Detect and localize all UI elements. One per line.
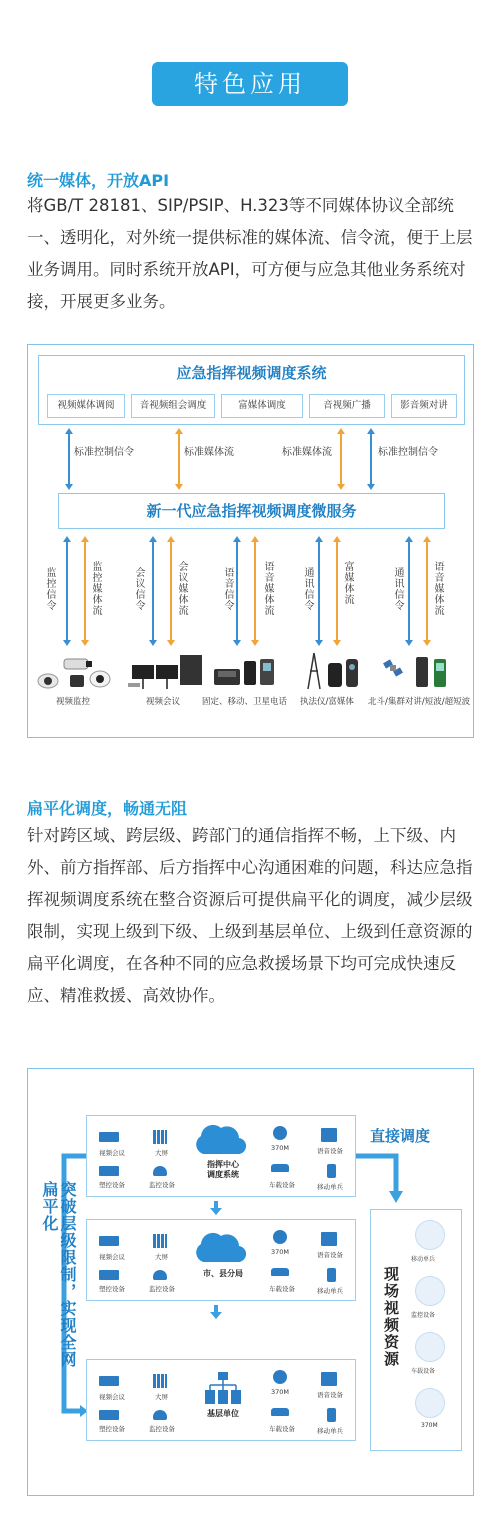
level-item-label: 车载设备 xyxy=(269,1285,295,1293)
level-item-label: 监控设备 xyxy=(149,1285,175,1293)
microservice-box: 新一代应急指挥视频调度微服务 xyxy=(58,493,445,529)
video-conference-icon xyxy=(99,1236,119,1246)
onsite-resources-title: 现场视频资源 xyxy=(382,1266,400,1368)
lower-label: 富媒体流 xyxy=(342,561,353,605)
level-item-label: 370M xyxy=(271,1144,290,1152)
big-screen-icon xyxy=(153,1234,167,1248)
resource-label: 监控设备 xyxy=(411,1312,436,1319)
lower-label: 语音媒体流 xyxy=(262,561,273,616)
mobile-icon xyxy=(327,1268,336,1282)
mobile-unit-icon xyxy=(415,1220,445,1250)
level-item-label: 监控设备 xyxy=(149,1425,175,1433)
level-item-label: 监控设备 xyxy=(149,1181,175,1189)
section2-paragraph: 针对跨区域、跨层级、跨部门的通信指挥不畅，上下级、内外、前方指挥部、后方指挥中心沟通困难的问题，科达应急指挥视频调度系统在整合资源后可提供扁平化的调度，减少层级限制，实现上级到下级、上级到基层单位、上级到任意资源的扁平化调度，在各种不同的应急救援场景下均可完成快速反应、精准救援、高效协作。 xyxy=(27,826,473,1005)
module-box: 音视频组会调度 xyxy=(131,394,215,418)
lower-label: 语音信令 xyxy=(222,567,233,611)
vehicle-icon xyxy=(271,1164,289,1172)
arrow xyxy=(340,433,342,485)
satellite-radio-icon xyxy=(380,651,460,691)
upper-label: 标准媒体流 xyxy=(184,447,234,458)
lower-label: 语音媒体流 xyxy=(432,561,443,616)
control-device-icon xyxy=(99,1166,119,1176)
media-architecture-diagram xyxy=(27,344,474,738)
arrow xyxy=(318,541,320,641)
lower-label: 会议媒体流 xyxy=(176,561,187,616)
arrow xyxy=(370,433,372,485)
cloud-icon xyxy=(191,1230,247,1264)
level-item-label: 视频会议 xyxy=(99,1253,125,1261)
big-screen-icon xyxy=(153,1374,167,1388)
system-box xyxy=(38,355,465,425)
video-conference-icon xyxy=(99,1376,119,1386)
vehicle-icon xyxy=(415,1332,445,1362)
level-center-label: 市、县分局 xyxy=(203,1269,243,1278)
level-item-label: 视频会议 xyxy=(99,1393,125,1401)
level-center-label: 基层单位 xyxy=(207,1409,239,1418)
camera-icon xyxy=(153,1166,167,1176)
video-conference-icon xyxy=(126,651,206,691)
section-title-badge: 特色应用 xyxy=(152,62,348,106)
direct-dispatch-arrow xyxy=(354,1153,414,1205)
lower-label: 监控信令 xyxy=(44,567,55,611)
arrow xyxy=(254,541,256,641)
level-item-label: 车载设备 xyxy=(269,1425,295,1433)
lower-label: 通讯信令 xyxy=(302,567,313,611)
arrow xyxy=(152,541,154,641)
arrow xyxy=(426,541,428,641)
device-label: 北斗/集群对讲/短波/超短波 xyxy=(368,697,471,707)
control-device-icon xyxy=(99,1270,119,1280)
resource-label: 370M xyxy=(421,1422,438,1429)
system-title: 应急指挥视频调度系统 xyxy=(176,364,327,382)
upper-label: 标准媒体流 xyxy=(282,447,332,458)
down-arrow xyxy=(210,1305,222,1319)
vehicle-icon xyxy=(271,1408,289,1416)
arrow xyxy=(68,433,70,485)
arrow xyxy=(170,541,172,641)
cloud-icon xyxy=(191,1122,247,1156)
radio-370m-icon xyxy=(273,1126,287,1140)
arrow xyxy=(66,541,68,641)
level-item-label: 移动单兵 xyxy=(317,1183,343,1191)
mobile-icon xyxy=(327,1408,336,1422)
level-item-label: 370M xyxy=(271,1388,290,1396)
upper-label: 标准控制信令 xyxy=(74,447,134,458)
radio-370m-icon xyxy=(273,1370,287,1384)
level-item-label: 大屏 xyxy=(155,1253,168,1261)
voice-device-icon xyxy=(321,1128,337,1142)
camera-icon xyxy=(153,1270,167,1280)
section1-paragraph: 将GB/T 28181、SIP/PSIP、H.323等不同媒体协议全部统一、透明化，对外统一提供标准的媒体流、信令流，便于上层业务调用。同时系统开放API，可方便与应急其他业务系统对接，开展更多业务。 xyxy=(27,196,473,311)
down-arrow xyxy=(210,1201,222,1215)
device-label: 执法仪/富媒体 xyxy=(300,697,354,707)
arrow xyxy=(336,541,338,641)
vehicle-icon xyxy=(271,1268,289,1276)
voice-device-icon xyxy=(321,1232,337,1246)
section1-heading: 统一媒体，开放API xyxy=(27,171,170,190)
level-item-label: 塑控设备 xyxy=(99,1181,125,1189)
level-item-label: 移动单兵 xyxy=(317,1287,343,1295)
level-item-label: 语音设备 xyxy=(317,1147,343,1155)
level-grassroots xyxy=(86,1359,356,1441)
level-item-label: 语音设备 xyxy=(317,1251,343,1259)
device-label: 视频会议 xyxy=(146,697,181,707)
level-item-label: 370M xyxy=(271,1248,290,1256)
mobile-icon xyxy=(327,1164,336,1178)
control-device-icon xyxy=(99,1410,119,1420)
module-box: 视频媒体调阅 xyxy=(47,394,125,418)
lower-label: 会议信令 xyxy=(133,567,144,611)
side-label: 突破层级限制，实现全网扁平化 xyxy=(40,1181,77,1368)
lower-label: 通讯信令 xyxy=(392,567,403,611)
level-item-label: 塑控设备 xyxy=(99,1425,125,1433)
flat-dispatch-diagram xyxy=(27,1068,474,1496)
direct-dispatch-label: 直接调度 xyxy=(370,1127,431,1145)
level-command-center xyxy=(86,1115,356,1197)
device-label: 视频监控 xyxy=(56,697,91,707)
lower-label: 监控媒体流 xyxy=(90,561,101,616)
arrow xyxy=(178,433,180,485)
level-city-county xyxy=(86,1219,356,1301)
org-structure-icon xyxy=(205,1372,241,1404)
level-item-label: 车载设备 xyxy=(269,1181,295,1189)
arrow xyxy=(236,541,238,641)
telephones-icon xyxy=(210,651,284,691)
level-item-label: 塑控设备 xyxy=(99,1285,125,1293)
big-screen-icon xyxy=(153,1130,167,1144)
camera-icon xyxy=(153,1410,167,1420)
resource-label: 移动单兵 xyxy=(411,1256,436,1263)
module-box: 影音频对讲 xyxy=(391,394,457,418)
upper-label: 标准控制信令 xyxy=(378,447,438,458)
cctv-cameras-icon xyxy=(34,651,120,691)
voice-device-icon xyxy=(321,1372,337,1386)
level-center-label: 指挥中心 调度系统 xyxy=(207,1160,239,1179)
device-label: 固定、移动、卫星电话 xyxy=(202,697,288,707)
section2-heading: 扁平化调度，畅通无阻 xyxy=(27,799,188,818)
level-item-label: 语音设备 xyxy=(317,1391,343,1399)
radio-370m-icon xyxy=(273,1230,287,1244)
recorder-tower-icon xyxy=(302,651,364,691)
level-item-label: 大屏 xyxy=(155,1149,168,1157)
module-box: 音视频广播 xyxy=(309,394,385,418)
module-box: 富媒体调度 xyxy=(221,394,303,418)
resource-label: 车载设备 xyxy=(411,1368,436,1375)
arrow xyxy=(84,541,86,641)
level-item-label: 视频会议 xyxy=(99,1149,125,1157)
level-item-label: 大屏 xyxy=(155,1393,168,1401)
level-item-label: 移动单兵 xyxy=(317,1427,343,1435)
camera-icon xyxy=(415,1276,445,1306)
radio-370m-icon xyxy=(415,1388,445,1418)
arrow xyxy=(408,541,410,641)
video-conference-icon xyxy=(99,1132,119,1142)
onsite-resources-box xyxy=(370,1209,462,1451)
